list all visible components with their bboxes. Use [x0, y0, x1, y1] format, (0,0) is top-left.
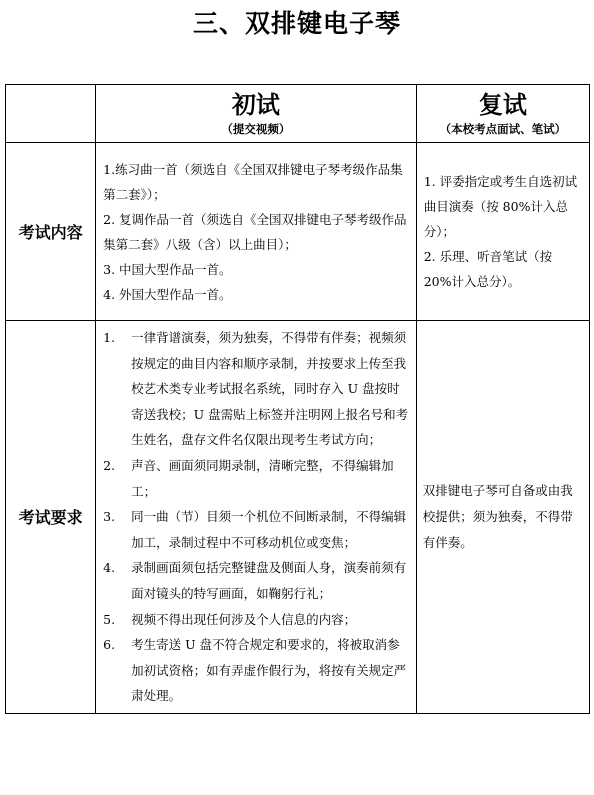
content-retest-cell: [416, 143, 589, 321]
list-item-number: 6.: [103, 637, 116, 653]
list-item-number: 4.: [103, 560, 116, 576]
content-row: [6, 143, 590, 321]
content-initial-cell: [96, 143, 417, 321]
initial-test-subtitle: （提交视频）: [221, 121, 291, 136]
list-item: [103, 632, 410, 709]
header-row: [6, 85, 590, 143]
list-item: [103, 325, 410, 453]
content-initial-item: 4. 外国大型作品一首。: [103, 286, 232, 302]
content-retest-item: 1. 评委指定或考生自选初试曲目演奏（按 80%计入总分）；: [423, 174, 578, 239]
initial-test-title: 初试: [231, 90, 280, 119]
list-item-text: 同一曲（节）目须一个机位不间断录制，不得编辑加工，录制过程中不可移动机位或变焦；: [131, 509, 407, 550]
list-item-number: 2.: [103, 457, 116, 473]
page-title: 三、双排键电子琴: [192, 9, 401, 38]
requirements-list: [103, 325, 410, 709]
content-retest-item: 2. 乐理、听音笔试（按 20%计入总分）。: [423, 249, 553, 289]
exam-table: [5, 84, 590, 714]
list-item-text: 一律背谱演奏，须为独奏，不得带有伴奏；视频须按规定的曲目内容和顺序录制，并按要求上传至我校艺术类专业考试报名系统，同时存入 U 盘按时寄送我校；U 盘需贴上标签并注明网上报名号和考生姓名，盘存文件名仅限出现考生考试方向；: [131, 330, 409, 448]
content-initial-item: 2. 复调作品一首（须选自《全国双排键电子琴考级作品集第二套》八级（含）以上曲目）；: [103, 211, 407, 252]
list-item: [103, 555, 410, 606]
header-retest: [416, 85, 589, 143]
header-initial-test: [96, 85, 417, 143]
list-item-text: 视频不得出现任何涉及个人信息的内容；: [131, 611, 357, 627]
list-item-text: 录制画面须包括完整键盘及侧面人身，演奏前须有面对镜头的特写画面，如鞠躬行礼；: [131, 560, 407, 601]
content-initial-item: 1.练习曲一首（须选自《全国双排键电子琴考级作品集第二套》）；: [103, 161, 403, 202]
header-empty-cell: [6, 85, 96, 143]
requirements-retest-cell: 双排键电子琴可自备或由我校提供；须为独奏，不得带有伴奏。: [416, 321, 589, 714]
list-item: [103, 504, 410, 555]
list-item-number: 5.: [103, 611, 116, 627]
list-item: [103, 453, 410, 504]
requirements-row: [6, 321, 590, 714]
list-item-number: 1.: [103, 330, 116, 345]
requirements-row-label: 考试要求: [6, 321, 96, 714]
list-item-number: 3.: [103, 509, 116, 525]
retest-title: 复试: [478, 90, 527, 119]
list-item-text: 声音、画面须同期录制，清晰完整，不得编辑加工；: [131, 457, 394, 499]
content-row-label: 考试内容: [6, 143, 96, 321]
list-item-text: 考生寄送 U 盘不符合规定和要求的，将被取消参加初试资格；如有弄虚作假行为，将按有关规定严肃处理。: [131, 637, 407, 704]
list-item: [103, 607, 410, 633]
content-initial-item: 3. 中国大型作品一首。: [103, 261, 232, 277]
retest-subtitle: （本校考点面试、笔试）: [439, 121, 567, 136]
requirements-initial-cell: [96, 321, 417, 714]
